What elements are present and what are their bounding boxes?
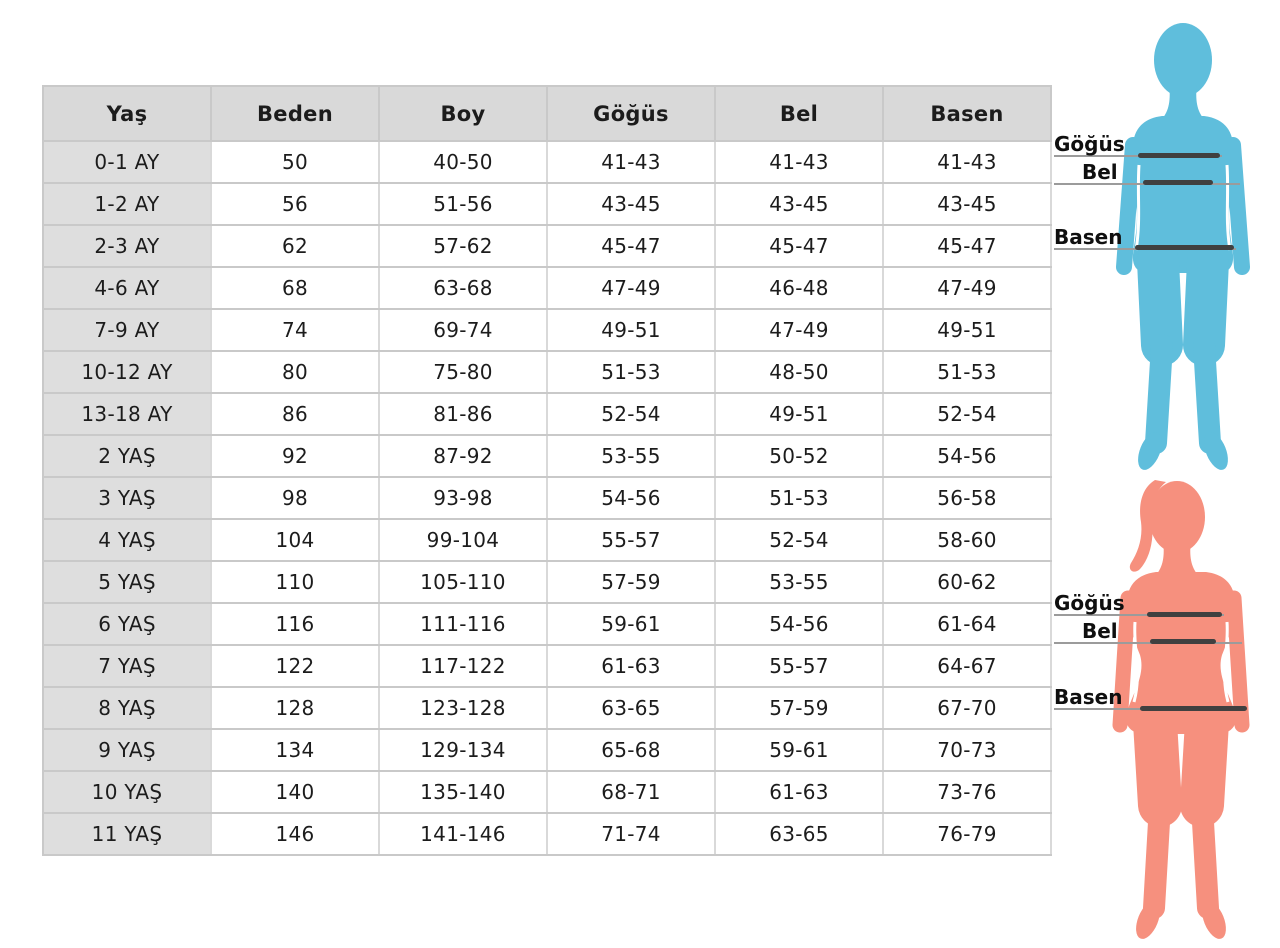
value-cell: 110 bbox=[211, 561, 379, 603]
value-cell: 135-140 bbox=[379, 771, 547, 813]
value-cell: 41-43 bbox=[715, 141, 883, 183]
value-cell: 54-56 bbox=[883, 435, 1051, 477]
value-cell: 55-57 bbox=[715, 645, 883, 687]
value-cell: 129-134 bbox=[379, 729, 547, 771]
boy-chest-measure-line bbox=[1138, 153, 1220, 158]
value-cell: 141-146 bbox=[379, 813, 547, 855]
value-cell: 57-59 bbox=[547, 561, 715, 603]
value-cell: 128 bbox=[211, 687, 379, 729]
value-cell: 61-63 bbox=[715, 771, 883, 813]
age-cell: 7-9 AY bbox=[43, 309, 211, 351]
value-cell: 74 bbox=[211, 309, 379, 351]
value-cell: 48-50 bbox=[715, 351, 883, 393]
age-cell: 4-6 AY bbox=[43, 267, 211, 309]
value-cell: 40-50 bbox=[379, 141, 547, 183]
value-cell: 63-65 bbox=[547, 687, 715, 729]
value-cell: 71-74 bbox=[547, 813, 715, 855]
value-cell: 105-110 bbox=[379, 561, 547, 603]
age-cell: 6 YAŞ bbox=[43, 603, 211, 645]
value-cell: 111-116 bbox=[379, 603, 547, 645]
header-cell: Yaş bbox=[43, 86, 211, 141]
girl-waist-measure-line bbox=[1150, 639, 1216, 644]
table-row bbox=[43, 309, 1051, 351]
value-cell: 87-92 bbox=[379, 435, 547, 477]
value-cell: 43-45 bbox=[883, 183, 1051, 225]
value-cell: 68 bbox=[211, 267, 379, 309]
age-cell: 10 YAŞ bbox=[43, 771, 211, 813]
age-cell: 3 YAŞ bbox=[43, 477, 211, 519]
value-cell: 54-56 bbox=[715, 603, 883, 645]
value-cell: 41-43 bbox=[547, 141, 715, 183]
value-cell: 43-45 bbox=[715, 183, 883, 225]
value-cell: 45-47 bbox=[715, 225, 883, 267]
value-cell: 64-67 bbox=[883, 645, 1051, 687]
table-row bbox=[43, 645, 1051, 687]
age-cell: 4 YAŞ bbox=[43, 519, 211, 561]
table-row bbox=[43, 687, 1051, 729]
size-chart-table bbox=[42, 85, 1052, 856]
table-row bbox=[43, 519, 1051, 561]
value-cell: 62 bbox=[211, 225, 379, 267]
girl-hip-measure-line bbox=[1140, 706, 1247, 711]
value-cell: 55-57 bbox=[547, 519, 715, 561]
value-cell: 54-56 bbox=[547, 477, 715, 519]
age-cell: 2 YAŞ bbox=[43, 435, 211, 477]
table-row bbox=[43, 813, 1051, 855]
age-cell: 13-18 AY bbox=[43, 393, 211, 435]
table-row bbox=[43, 603, 1051, 645]
table-row bbox=[43, 729, 1051, 771]
value-cell: 47-49 bbox=[883, 267, 1051, 309]
table-row bbox=[43, 561, 1051, 603]
value-cell: 117-122 bbox=[379, 645, 547, 687]
value-cell: 80 bbox=[211, 351, 379, 393]
value-cell: 46-48 bbox=[715, 267, 883, 309]
value-cell: 51-53 bbox=[883, 351, 1051, 393]
boy-figure bbox=[1050, 15, 1260, 475]
table-header bbox=[43, 86, 1051, 141]
value-cell: 53-55 bbox=[547, 435, 715, 477]
value-cell: 70-73 bbox=[883, 729, 1051, 771]
age-cell: 0-1 AY bbox=[43, 141, 211, 183]
girl-waist-measure-label: Bel bbox=[1054, 620, 1242, 644]
value-cell: 49-51 bbox=[883, 309, 1051, 351]
value-cell: 68-71 bbox=[547, 771, 715, 813]
table-row bbox=[43, 435, 1051, 477]
value-cell: 56 bbox=[211, 183, 379, 225]
value-cell: 47-49 bbox=[547, 267, 715, 309]
value-cell: 86 bbox=[211, 393, 379, 435]
boy-chest-measure-label: Göğüs bbox=[1054, 133, 1222, 157]
value-cell: 92 bbox=[211, 435, 379, 477]
table-row bbox=[43, 141, 1051, 183]
table-row bbox=[43, 351, 1051, 393]
girl-chest-measure-line bbox=[1147, 612, 1222, 617]
value-cell: 63-65 bbox=[715, 813, 883, 855]
value-cell: 53-55 bbox=[715, 561, 883, 603]
value-cell: 45-47 bbox=[547, 225, 715, 267]
age-cell: 5 YAŞ bbox=[43, 561, 211, 603]
value-cell: 43-45 bbox=[547, 183, 715, 225]
girl-figure bbox=[1050, 470, 1265, 948]
value-cell: 81-86 bbox=[379, 393, 547, 435]
value-cell: 75-80 bbox=[379, 351, 547, 393]
table-row bbox=[43, 183, 1051, 225]
value-cell: 41-43 bbox=[883, 141, 1051, 183]
header-cell: Beden bbox=[211, 86, 379, 141]
age-cell: 2-3 AY bbox=[43, 225, 211, 267]
value-cell: 50 bbox=[211, 141, 379, 183]
size-table-body bbox=[43, 141, 1051, 855]
value-cell: 61-63 bbox=[547, 645, 715, 687]
header-cell: Boy bbox=[379, 86, 547, 141]
table-row bbox=[43, 393, 1051, 435]
header-cell: Göğüs bbox=[547, 86, 715, 141]
age-cell: 10-12 AY bbox=[43, 351, 211, 393]
value-cell: 104 bbox=[211, 519, 379, 561]
value-cell: 65-68 bbox=[547, 729, 715, 771]
value-cell: 59-61 bbox=[547, 603, 715, 645]
value-cell: 140 bbox=[211, 771, 379, 813]
value-cell: 51-56 bbox=[379, 183, 547, 225]
boy-waist-measure-label: Bel bbox=[1054, 161, 1240, 185]
value-cell: 61-64 bbox=[883, 603, 1051, 645]
age-cell: 1-2 AY bbox=[43, 183, 211, 225]
value-cell: 99-104 bbox=[379, 519, 547, 561]
value-cell: 57-59 bbox=[715, 687, 883, 729]
value-cell: 93-98 bbox=[379, 477, 547, 519]
value-cell: 50-52 bbox=[715, 435, 883, 477]
value-cell: 146 bbox=[211, 813, 379, 855]
value-cell: 134 bbox=[211, 729, 379, 771]
value-cell: 57-62 bbox=[379, 225, 547, 267]
value-cell: 123-128 bbox=[379, 687, 547, 729]
age-cell: 8 YAŞ bbox=[43, 687, 211, 729]
table-row bbox=[43, 477, 1051, 519]
value-cell: 52-54 bbox=[547, 393, 715, 435]
girl-hip-measure-label: Basen bbox=[1054, 686, 1244, 710]
value-cell: 49-51 bbox=[715, 393, 883, 435]
value-cell: 51-53 bbox=[715, 477, 883, 519]
value-cell: 122 bbox=[211, 645, 379, 687]
value-cell: 47-49 bbox=[715, 309, 883, 351]
age-cell: 11 YAŞ bbox=[43, 813, 211, 855]
girl-chest-measure-label: Göğüs bbox=[1054, 592, 1224, 616]
value-cell: 73-76 bbox=[883, 771, 1051, 813]
value-cell: 67-70 bbox=[883, 687, 1051, 729]
age-cell: 9 YAŞ bbox=[43, 729, 211, 771]
value-cell: 63-68 bbox=[379, 267, 547, 309]
header-cell: Bel bbox=[715, 86, 883, 141]
boy-hip-measure-line bbox=[1135, 245, 1234, 250]
value-cell: 69-74 bbox=[379, 309, 547, 351]
value-cell: 116 bbox=[211, 603, 379, 645]
boy-hip-measure-label: Basen bbox=[1054, 226, 1236, 250]
value-cell: 52-54 bbox=[883, 393, 1051, 435]
value-cell: 58-60 bbox=[883, 519, 1051, 561]
table-row bbox=[43, 225, 1051, 267]
boy-waist-measure-line bbox=[1143, 180, 1213, 185]
value-cell: 51-53 bbox=[547, 351, 715, 393]
value-cell: 52-54 bbox=[715, 519, 883, 561]
value-cell: 76-79 bbox=[883, 813, 1051, 855]
header-cell: Basen bbox=[883, 86, 1051, 141]
value-cell: 45-47 bbox=[883, 225, 1051, 267]
value-cell: 60-62 bbox=[883, 561, 1051, 603]
value-cell: 59-61 bbox=[715, 729, 883, 771]
value-cell: 56-58 bbox=[883, 477, 1051, 519]
table-header-row bbox=[43, 86, 1051, 141]
value-cell: 98 bbox=[211, 477, 379, 519]
table-row bbox=[43, 267, 1051, 309]
value-cell: 49-51 bbox=[547, 309, 715, 351]
age-cell: 7 YAŞ bbox=[43, 645, 211, 687]
table-row bbox=[43, 771, 1051, 813]
